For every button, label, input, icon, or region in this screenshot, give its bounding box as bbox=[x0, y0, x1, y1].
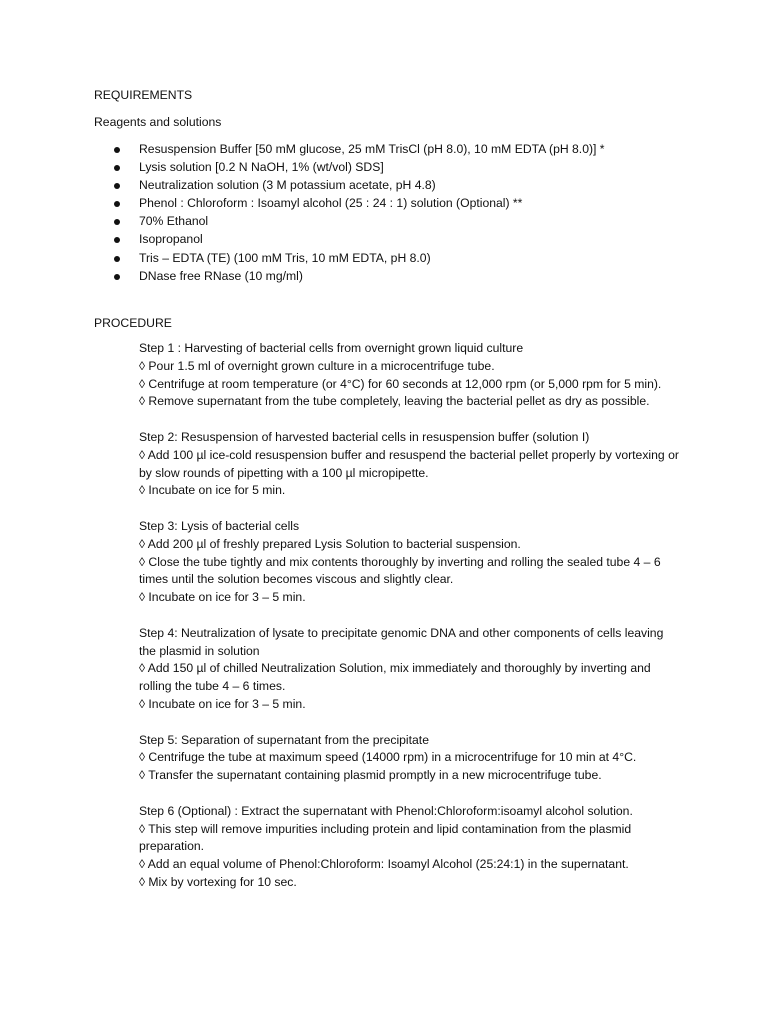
step-item: ◊ Transfer the supernatant containing plasmid promptly in a new microcentrifuge tube. bbox=[139, 768, 602, 783]
reagent-item bbox=[114, 250, 734, 268]
step-6 bbox=[139, 803, 679, 892]
step-title: Step 5: Separation of supernatant from the precipitate bbox=[139, 732, 429, 747]
step-item: ◊ Remove supernatant from the tube completely, leaving the bacterial pellet as dry as possible. bbox=[139, 394, 650, 409]
reagent-text: Neutralization solution (3 M potassium acetate, pH 4.8) bbox=[139, 178, 436, 193]
reagent-item bbox=[114, 195, 734, 213]
reagent-item bbox=[114, 141, 734, 159]
step-title: Step 6 (Optional) : Extract the supernatant with Phenol:Chloroform:isoamyl alcohol solution. bbox=[139, 803, 633, 818]
reagent-text: Phenol : Chloroform : Isoamyl alcohol (25 : 24 : 1) solution (Optional) ** bbox=[139, 196, 523, 211]
step-item: ◊ Centrifuge at room temperature (or 4°C) for 60 seconds at 12,000 rpm (or 5,000 rpm for 5 min). bbox=[139, 376, 662, 391]
bullet-icon bbox=[114, 274, 120, 280]
step-item: ◊ Add an equal volume of Phenol:Chloroform: Isoamyl Alcohol (25:24:1) in the supernatant. bbox=[139, 857, 629, 872]
bullet-icon bbox=[114, 183, 120, 189]
step-item: ◊ Centrifuge the tube at maximum speed (14000 rpm) in a microcentrifuge for 10 min at 4°C. bbox=[139, 750, 637, 765]
bullet-icon bbox=[114, 147, 120, 153]
reagent-text: Isopropanol bbox=[139, 232, 203, 247]
step-5 bbox=[139, 732, 679, 785]
reagent-item bbox=[114, 213, 734, 231]
step-item: ◊ Add 150 µl of chilled Neutralization Solution, mix immediately and thoroughly by inverting and rolling the tube 4 – 6 times. bbox=[139, 661, 651, 694]
procedure-heading: PROCEDURE bbox=[94, 316, 172, 330]
step-item: ◊ Add 100 µl ice-cold resuspension buffer and resuspend the bacterial pellet properly by vortexing or by slow rounds of pipetting with a 100 µl micropipette. bbox=[139, 447, 679, 480]
reagents-heading: Reagents and solutions bbox=[94, 115, 222, 129]
procedure-steps bbox=[139, 340, 679, 910]
reagent-item bbox=[114, 268, 734, 286]
reagent-text: Tris – EDTA (TE) (100 mM Tris, 10 mM EDTA, pH 8.0) bbox=[139, 250, 431, 265]
bullet-icon bbox=[114, 219, 120, 225]
step-title: Step 1 : Harvesting of bacterial cells from overnight grown liquid culture bbox=[139, 341, 524, 355]
step-2 bbox=[139, 429, 679, 500]
step-item: ◊ Mix by vortexing for 10 sec. bbox=[139, 874, 297, 889]
step-item: ◊ This step will remove impurities including protein and lipid contamination from the plasmid preparation. bbox=[139, 821, 632, 854]
reagent-text: Resuspension Buffer [50 mM glucose, 25 mM TrisCl (pH 8.0), 10 mM EDTA (pH 8.0)] * bbox=[139, 142, 605, 156]
reagent-item bbox=[114, 159, 734, 177]
step-item: ◊ Close the tube tightly and mix contents thoroughly by inverting and rolling the sealed tube 4 – 6 times until the solution becomes viscous and slightly clear. bbox=[139, 554, 661, 587]
step-title: Step 3: Lysis of bacterial cells bbox=[139, 518, 300, 533]
bullet-icon bbox=[114, 165, 120, 171]
step-item: ◊ Add 200 µl of freshly prepared Lysis Solution to bacterial suspension. bbox=[139, 536, 521, 551]
step-item: ◊ Pour 1.5 ml of overnight grown culture in a microcentrifuge tube. bbox=[139, 358, 495, 373]
requirements-heading: REQUIREMENTS bbox=[94, 88, 193, 102]
step-title: Step 4: Neutralization of lysate to precipitate genomic DNA and other components of cells leaving the plasmid in solution bbox=[139, 625, 664, 658]
step-item: ◊ Incubate on ice for 5 min. bbox=[139, 483, 286, 498]
step-1 bbox=[139, 340, 679, 411]
step-item: ◊ Incubate on ice for 3 – 5 min. bbox=[139, 590, 306, 605]
bullet-icon bbox=[114, 237, 120, 243]
step-3 bbox=[139, 518, 679, 607]
reagent-list bbox=[114, 141, 734, 286]
step-item: ◊ Incubate on ice for 3 – 5 min. bbox=[139, 696, 306, 711]
reagent-item bbox=[114, 231, 734, 249]
step-4 bbox=[139, 625, 679, 714]
reagent-text: DNase free RNase (10 mg/ml) bbox=[139, 268, 303, 283]
step-title: Step 2: Resuspension of harvested bacterial cells in resuspension buffer (solution I) bbox=[139, 429, 590, 444]
bullet-icon bbox=[114, 256, 120, 262]
bullet-icon bbox=[114, 201, 120, 207]
reagent-text: Lysis solution [0.2 N NaOH, 1% (wt/vol) SDS] bbox=[139, 160, 384, 175]
reagent-item bbox=[114, 177, 734, 195]
reagent-text: 70% Ethanol bbox=[139, 214, 209, 229]
